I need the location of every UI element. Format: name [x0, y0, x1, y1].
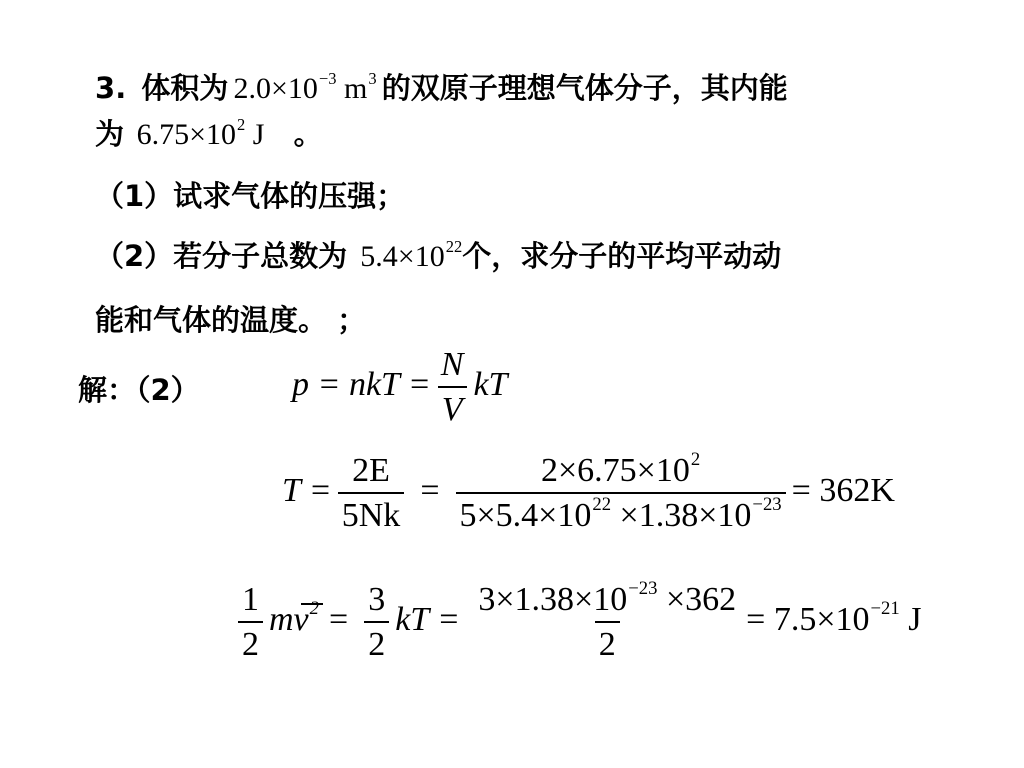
question-2-line-2: 能和气体的温度。 ； — [95, 303, 367, 337]
problem-text-2a: 为 — [95, 117, 125, 151]
equation-temperature: T = $\frac{2E}{5Nk}$ = $\frac{2\times 6.75\times 10^2}{5\times 5.4\times 10^{22} \times 1.38\times 10^{-23}}$ = 362K — [282, 449, 895, 535]
problem-text-2b: 。 — [293, 117, 323, 151]
problem-line-1: 3. 体积为 $2.0\times 10^{-3}$ $m^3$ 的双原子理想气体分子，其内能 — [95, 68, 788, 105]
solution-label: 解：（2） — [78, 373, 200, 407]
volume-value: $2.0\times 10^{-3}$ $m^3$ — [233, 68, 377, 105]
equation-kinetic-energy: $\frac{1}{2}$ $mv^2$ = $\frac{3}{2}$ kT = $\frac{3\times 1.38\times 10^{-23} \times 362}{2}$ = $7.5\times 10^{-21}$ J — [232, 580, 921, 664]
question-2-text-b: 个，求分子的平均平动动 — [462, 239, 782, 273]
question-2-text-a: （2）若分子总数为 — [95, 239, 348, 273]
problem-number: 3 — [95, 71, 116, 105]
molecule-count: $5.4\times 10^{22}$ — [360, 236, 463, 273]
equation-pressure: p = nkT = $\frac{N}{V}$ kT — [292, 346, 508, 429]
problem-text-1b: 的双原子理想气体分子，其内能 — [381, 71, 788, 105]
question-1: （1）试求气体的压强； — [95, 179, 406, 213]
problem-line-2 — [95, 112, 323, 153]
problem-text-1a: 体积为 — [141, 71, 229, 105]
question-2-line-1 — [95, 234, 781, 275]
energy-value: $6.75\times 10^2$ J — [136, 114, 265, 151]
